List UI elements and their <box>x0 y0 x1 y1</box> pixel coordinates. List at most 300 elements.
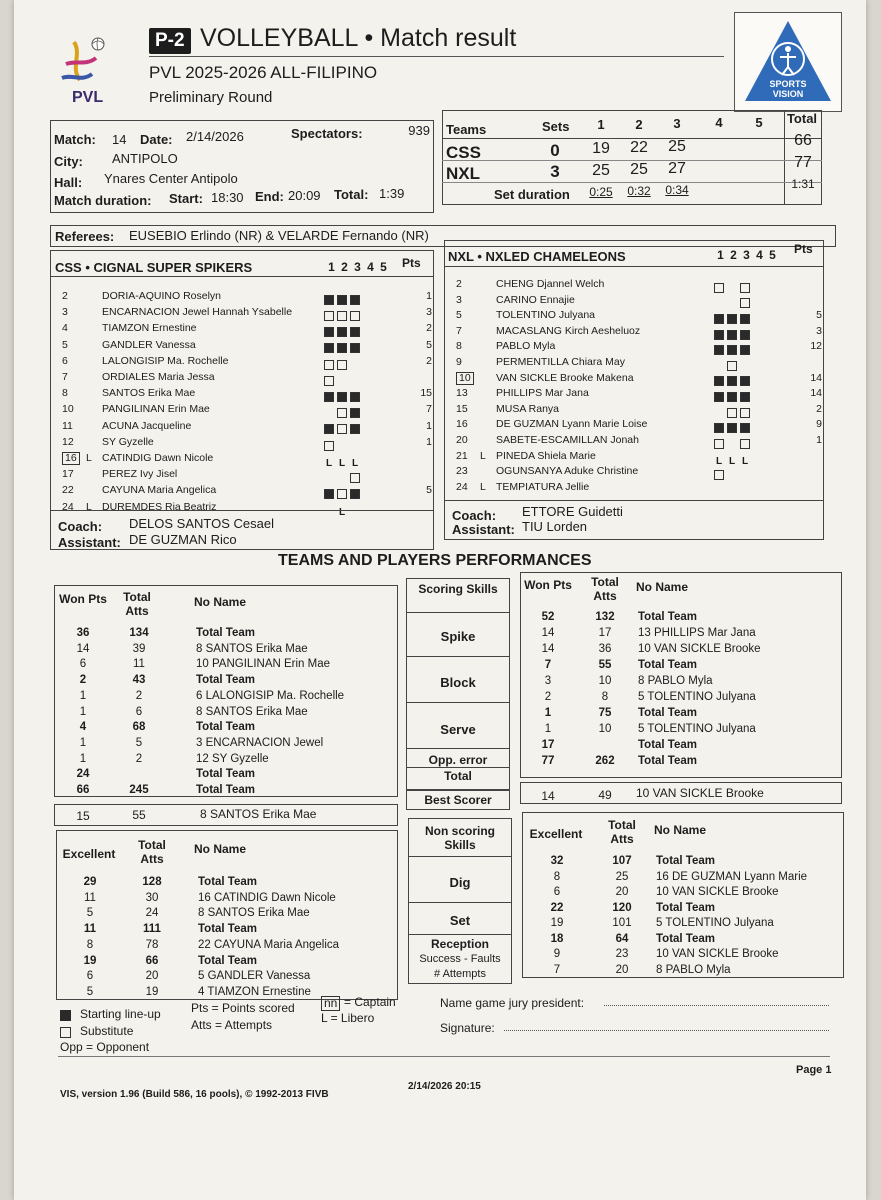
player-number <box>456 372 478 385</box>
nxl-coach-rule <box>444 500 824 501</box>
empty-square <box>753 408 763 418</box>
stat-primary: 19 <box>550 917 564 929</box>
jersey-number: 21 <box>456 449 468 462</box>
css-best-name: 8 SANTOS Erika Mae <box>200 807 317 821</box>
nxl-set-headers <box>714 246 779 264</box>
score-sets-css: 0 <box>550 141 560 160</box>
empty-square <box>363 441 373 451</box>
stat-primary: 11 <box>84 891 96 904</box>
stat-attempts: 5 <box>135 736 143 749</box>
player-number <box>62 436 84 449</box>
empty-square <box>363 392 373 402</box>
empty-square <box>766 314 776 324</box>
stat-primary: 7 <box>544 659 552 671</box>
empty-square <box>766 345 776 355</box>
jersey-number: 8 <box>62 387 68 400</box>
stat-name: 13 PHILLIPS Mar Jana <box>638 627 756 639</box>
stat-attempts: 10 <box>598 675 612 687</box>
empty-square <box>766 423 776 433</box>
player-name: CHENG Djannel Welch <box>496 278 605 290</box>
stat-primary: 6 <box>553 886 561 898</box>
libero-set-3: L <box>741 455 749 467</box>
player-points: 5 <box>816 309 822 322</box>
stat-name: Total Team <box>638 755 697 767</box>
starter-square-icon <box>337 343 347 353</box>
skill-dig: Dig <box>449 875 471 890</box>
substitute-square-icon <box>350 311 360 321</box>
set-duration-label: Set duration <box>494 187 570 202</box>
performances-title: TEAMS AND PLAYERS PERFORMANCES <box>278 552 592 569</box>
empty-square <box>766 454 776 464</box>
starter-square-icon <box>727 330 737 340</box>
stat-primary: 66 <box>76 784 90 796</box>
starter-square-icon <box>350 489 360 499</box>
stat-attempts: 55 <box>598 659 612 671</box>
set-header-3: 3 <box>743 248 750 262</box>
stat-attempts: 20 <box>615 963 629 976</box>
stat-primary: 5 <box>86 907 94 920</box>
svg-text:VISION: VISION <box>772 89 804 99</box>
jury-president-line[interactable] <box>604 1005 829 1006</box>
substitute-square-icon <box>350 473 360 483</box>
sheet-title: VOLLEYBALL • Match result <box>200 24 517 52</box>
stat-name: Total Team <box>198 923 257 936</box>
ns-rule-2 <box>408 902 512 903</box>
empty-square <box>376 311 386 321</box>
player-name: DUREMDES Ria Beatriz <box>102 500 217 513</box>
stat-name: Total Team <box>196 784 255 796</box>
empty-square <box>766 439 776 449</box>
stat-primary: 14 <box>76 642 90 655</box>
empty-square <box>350 360 360 370</box>
empty-square <box>363 311 373 321</box>
stat-primary: 2 <box>79 674 87 687</box>
player-number <box>62 339 84 352</box>
score-set1-css: 19 <box>592 140 610 157</box>
empty-square <box>376 295 386 305</box>
player-name: PINEDA Shiela Marie <box>496 449 596 462</box>
nxl-nonscoring-atts-header: Total Atts <box>608 818 636 846</box>
reception-attempts: # Attempts <box>434 968 486 980</box>
stat-name: Total Team <box>656 901 715 914</box>
nxl-atts-header: Total Atts <box>591 575 619 603</box>
player-number <box>62 290 84 303</box>
captain-number: 10 <box>456 372 474 385</box>
libero-set-1: L <box>325 458 333 469</box>
player-number <box>456 434 478 447</box>
substitute-square-icon <box>740 283 750 293</box>
starter-square-icon <box>714 345 724 355</box>
empty-square <box>363 424 373 434</box>
empty-square <box>363 343 373 353</box>
skill-spike: Spike <box>440 629 476 644</box>
player-name: DE GUZMAN Lyann Marie Loise <box>496 418 648 431</box>
starter-square-icon <box>740 392 750 402</box>
player-number <box>456 356 478 369</box>
css-set-headers <box>325 258 390 276</box>
stat-primary: 32 <box>550 855 564 867</box>
hall-label: Hall: <box>54 175 83 190</box>
city-label: City: <box>54 154 83 169</box>
svg-text:SPORTS: SPORTS <box>769 79 807 89</box>
signature-line[interactable] <box>504 1030 829 1031</box>
page-badge: P-2 <box>149 28 191 54</box>
skills-rule-3 <box>406 702 510 703</box>
stat-primary: 1 <box>79 705 87 718</box>
score-row-divider-2 <box>442 182 822 183</box>
sports-vision-logo <box>734 12 842 112</box>
stat-primary: 29 <box>83 876 97 888</box>
empty-square <box>766 298 776 308</box>
stat-primary: 1 <box>79 689 87 702</box>
stat-attempts: 78 <box>145 938 159 951</box>
stat-attempts: 39 <box>132 642 146 655</box>
empty-square <box>376 489 386 499</box>
stat-name: 12 SY Gyzelle <box>196 752 269 765</box>
stat-name: Total Team <box>198 954 257 967</box>
score-header-total: Total <box>786 111 818 126</box>
nonscoring-skills-header: Non scoring Skills <box>424 824 495 852</box>
score-set3-nxl: 27 <box>668 160 686 177</box>
jersey-number: 5 <box>62 338 68 351</box>
player-points: 2 <box>816 402 822 415</box>
score-total-nxl: 77 <box>794 154 812 171</box>
player-name: ACUNA Jacqueline <box>102 419 192 432</box>
empty-square <box>376 376 386 386</box>
substitute-square-icon <box>337 360 347 370</box>
score-total-css: 66 <box>794 132 812 149</box>
empty-square <box>324 473 334 483</box>
legend-captain: = Captain <box>344 995 396 1009</box>
empty-square <box>727 283 737 293</box>
stat-primary: 7 <box>553 963 561 976</box>
match-date: 2/14/2026 <box>186 129 244 144</box>
empty-square <box>363 376 373 386</box>
player-points: 5 <box>426 484 432 497</box>
stat-attempts: 36 <box>598 643 612 655</box>
stat-attempts: 262 <box>595 755 615 767</box>
title-rule <box>149 56 724 57</box>
match-number: 14 <box>112 132 127 147</box>
jersey-number: 3 <box>456 293 462 306</box>
player-number <box>62 306 84 319</box>
jersey-number: 6 <box>62 354 68 367</box>
nxl-excellent-header: Excellent <box>529 827 583 841</box>
nxl-name-header: No Name <box>636 580 689 594</box>
player-name: MACASLANG Kirch Aesheluoz <box>496 324 641 337</box>
stat-name: 10 VAN SICKLE Brooke <box>638 643 761 655</box>
player-number <box>62 484 84 497</box>
substitute-square-icon <box>324 360 334 370</box>
competition-name: PVL 2025-2026 ALL-FILIPINO <box>149 63 378 82</box>
css-atts-header: Total Atts <box>123 590 151 618</box>
stat-attempts: 11 <box>133 658 145 671</box>
set-header-5: 5 <box>769 248 776 262</box>
stat-attempts: 2 <box>135 752 143 765</box>
start-time: 18:30 <box>211 190 244 205</box>
starter-square-icon <box>350 424 360 434</box>
score-header-set3: 3 <box>673 116 681 131</box>
total-label: Total: <box>334 187 369 202</box>
stat-name: 5 TOLENTINO Julyana <box>638 723 756 735</box>
stat-primary: 3 <box>544 675 552 687</box>
starter-square-icon <box>350 392 360 402</box>
score-set2-css: 22 <box>630 139 648 156</box>
empty-square <box>363 457 373 467</box>
player-name: PEREZ Ivy Jisel <box>102 468 178 481</box>
player-points: 15 <box>420 387 432 400</box>
skill-serve: Serve <box>440 722 476 737</box>
empty-square <box>376 360 386 370</box>
player-points: 1 <box>426 419 432 432</box>
stat-name: Total Team <box>656 855 715 867</box>
score-header-set5: 5 <box>755 115 763 130</box>
skill-opp-error: Opp. error <box>428 753 488 767</box>
team-nxl-title: NXL • NXLED CHAMELEONS <box>448 249 626 264</box>
nxl-header-rule <box>444 266 824 267</box>
stat-name: 10 PANGILINAN Erin Mae <box>196 658 331 671</box>
substitute-square-icon <box>714 283 724 293</box>
legend-attempts: Atts = Attempts <box>191 1018 273 1032</box>
player-name: CATINDIG Dawn Nicole <box>102 452 214 464</box>
player-name: TOLENTINO Julyana <box>496 309 596 322</box>
stat-name: 5 GANDLER Vanessa <box>198 970 311 983</box>
jersey-number: 17 <box>62 468 74 481</box>
stat-primary: 5 <box>86 985 94 998</box>
stat-name: Total Team <box>638 707 697 719</box>
empty-square <box>376 327 386 337</box>
referees-label: Referees: <box>55 229 115 244</box>
empty-square <box>350 376 360 386</box>
substitute-square-icon <box>714 439 724 449</box>
css-pts-header: Pts <box>402 256 421 270</box>
starter-square-icon <box>324 392 334 402</box>
stat-attempts: 8 <box>601 691 609 703</box>
player-points: 1 <box>816 434 822 446</box>
page-number: Page 1 <box>796 1064 832 1076</box>
empty-square <box>753 486 763 496</box>
empty-square <box>753 423 763 433</box>
stat-attempts: 68 <box>132 721 146 734</box>
jersey-number: 24 <box>456 480 468 493</box>
stat-attempts: 25 <box>615 870 629 883</box>
stat-attempts: 245 <box>129 784 149 796</box>
skill-block: Block <box>440 675 476 690</box>
city-name: ANTIPOLO <box>112 151 178 166</box>
player-number <box>62 468 84 481</box>
player-number <box>456 309 478 322</box>
stat-primary: 1 <box>79 752 87 765</box>
empty-square <box>766 376 776 386</box>
empty-square <box>727 470 737 480</box>
stat-name: 4 TIAMZON Ernestine <box>198 985 311 998</box>
empty-square <box>363 473 373 483</box>
skills-rule-5 <box>406 767 510 768</box>
stat-name: 10 VAN SICKLE Brooke <box>656 948 779 960</box>
empty-square <box>337 376 347 386</box>
match-result-sheet <box>14 0 866 1200</box>
libero-set-2: L <box>338 506 346 518</box>
nxl-best-name: 10 VAN SICKLE Brooke <box>636 786 764 800</box>
jersey-number: 22 <box>62 484 74 497</box>
empty-square <box>324 408 334 418</box>
legend-starting: Starting line-up <box>80 1007 161 1021</box>
empty-square <box>363 360 373 370</box>
score-header-sets: Sets <box>542 119 570 134</box>
player-name: TEMPIATURA Jellie <box>496 480 590 493</box>
stat-name: 5 TOLENTINO Julyana <box>638 691 756 703</box>
player-number <box>456 325 478 338</box>
set-header-3: 3 <box>354 260 361 274</box>
hall-name: Ynares Center Antipolo <box>104 171 238 186</box>
empty-square <box>376 343 386 353</box>
css-best-won: 15 <box>76 809 90 823</box>
starter-square-icon <box>324 295 334 305</box>
jersey-number: 2 <box>62 290 68 302</box>
substitute-square-icon <box>740 408 750 418</box>
stat-primary: 36 <box>76 627 90 639</box>
stat-primary: 14 <box>541 627 555 639</box>
player-number <box>456 278 478 291</box>
score-team-nxl: NXL <box>446 164 480 183</box>
player-number <box>456 465 478 478</box>
empty-square <box>753 314 763 324</box>
empty-square <box>376 392 386 402</box>
skills-rule-1 <box>406 612 510 613</box>
legend-points: Pts = Points scored <box>191 1001 295 1015</box>
nxl-coach-label: Coach: <box>452 508 497 523</box>
substitute-square-icon <box>324 311 334 321</box>
jury-president-label: Name game jury president: <box>440 996 585 1010</box>
css-won-header: Won Pts <box>59 592 107 606</box>
player-number <box>62 387 84 400</box>
stat-name: Total Team <box>196 768 255 781</box>
empty-square <box>740 486 750 496</box>
nxl-nonscoring-name-header: No Name <box>654 823 707 837</box>
empty-square <box>714 361 724 371</box>
empty-square <box>766 392 776 402</box>
empty-square <box>740 470 750 480</box>
stat-name: Total Team <box>196 721 255 734</box>
player-number <box>456 340 478 353</box>
nxl-pts-header: Pts <box>794 242 813 256</box>
software-version: VIS, version 1.96 (Build 586, 16 pools), © 1992-2013 FIVB <box>60 1089 329 1100</box>
stat-attempts: 101 <box>612 917 632 929</box>
score-header-teams: Teams <box>446 122 487 137</box>
stat-name: 10 VAN SICKLE Brooke <box>656 886 779 898</box>
empty-square <box>753 392 763 402</box>
player-name: CAYUNA Maria Angelica <box>102 484 217 497</box>
jersey-number: 23 <box>456 465 468 478</box>
starter-square-icon <box>714 314 724 324</box>
starter-square-icon <box>727 314 737 324</box>
empty-square <box>753 345 763 355</box>
stat-name: Total Team <box>638 659 697 671</box>
total-set-duration: 1:31 <box>791 177 815 191</box>
pvl-logo <box>52 34 120 112</box>
player-number <box>62 452 84 465</box>
stat-name: 16 DE GUZMAN Lyann Marie <box>656 870 808 883</box>
player-points: 2 <box>426 322 432 335</box>
stat-attempts: 43 <box>132 674 146 687</box>
nxl-won-header: Won Pts <box>524 578 572 592</box>
player-name: VAN SICKLE Brooke Makena <box>496 371 634 384</box>
skill-reception: Reception <box>430 937 489 951</box>
set2-duration: 0:32 <box>627 184 651 198</box>
player-name: ORDIALES Maria Jessa <box>102 371 215 383</box>
stat-primary: 2 <box>544 691 552 703</box>
empty-square <box>363 327 373 337</box>
player-number <box>62 403 84 416</box>
substitute-square-icon <box>727 408 737 418</box>
date-label: Date: <box>140 132 173 147</box>
scoring-skills-header: Scoring Skills <box>418 582 498 596</box>
player-points: 7 <box>426 403 432 416</box>
legend-libero: L = Libero <box>321 1011 375 1025</box>
libero-marker: L <box>86 452 92 464</box>
empty-square <box>376 473 386 483</box>
player-number <box>456 387 478 400</box>
jersey-number: 2 <box>456 278 462 290</box>
starter-square-icon <box>714 392 724 402</box>
player-points: 14 <box>810 387 822 400</box>
substitute-square-icon <box>740 439 750 449</box>
starter-square-icon <box>350 327 360 337</box>
starter-square-icon <box>727 376 737 386</box>
empty-square <box>714 486 724 496</box>
end-time: 20:09 <box>288 188 321 203</box>
start-label: Start: <box>169 191 203 206</box>
player-number <box>62 322 84 335</box>
stat-attempts: 107 <box>612 855 632 867</box>
stat-primary: 1 <box>544 707 552 719</box>
player-number <box>456 403 478 416</box>
reception-success-faults: Success - Faults <box>419 953 501 965</box>
libero-set-2: L <box>728 455 736 467</box>
empty-square <box>376 441 386 451</box>
player-points: 12 <box>810 340 822 353</box>
legend-substitute: Substitute <box>80 1024 134 1038</box>
starter-square-icon <box>714 330 724 340</box>
starter-square-icon <box>714 376 724 386</box>
stat-name: 22 CAYUNA Maria Angelica <box>198 938 340 951</box>
stat-primary: 8 <box>553 870 561 883</box>
empty-square <box>376 424 386 434</box>
empty-square <box>766 408 776 418</box>
player-points: 3 <box>426 306 432 319</box>
empty-square <box>766 330 776 340</box>
empty-square <box>753 298 763 308</box>
captain-number: 16 <box>62 452 80 465</box>
css-coach-name: DELOS SANTOS Cesael <box>129 516 274 531</box>
starter-square-icon <box>350 295 360 305</box>
set-header-1: 1 <box>328 260 335 274</box>
skills-rule-4 <box>406 748 510 749</box>
stat-attempts: 75 <box>598 707 612 719</box>
stat-primary: 9 <box>553 948 561 960</box>
stat-attempts: 23 <box>615 948 629 960</box>
substitute-square-icon <box>324 441 334 451</box>
jersey-number: 9 <box>456 356 462 368</box>
stat-name: 8 PABLO Myla <box>656 963 731 976</box>
player-number <box>62 420 84 433</box>
stat-attempts: 66 <box>145 954 159 967</box>
substitute-square-icon <box>337 311 347 321</box>
score-total-divider <box>784 110 785 205</box>
libero-marker: L <box>480 449 486 462</box>
empty-square <box>753 283 763 293</box>
stat-name: 16 CATINDIG Dawn Nicole <box>198 891 336 904</box>
